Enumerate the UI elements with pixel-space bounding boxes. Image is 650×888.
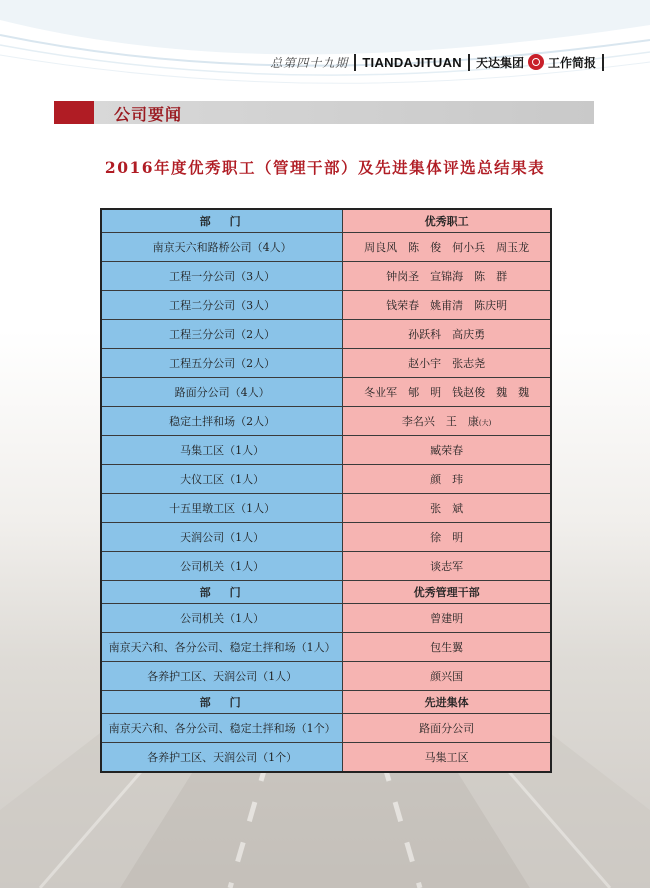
section-marker bbox=[54, 101, 94, 124]
names-text: 赵小宇 张志尧 bbox=[408, 357, 486, 370]
names-text: 臧荣春 bbox=[430, 444, 464, 457]
names-cell bbox=[343, 407, 551, 436]
department-cell: 稳定土拌和场（2人） bbox=[101, 407, 343, 436]
section-label: 公司要闻 bbox=[114, 105, 183, 124]
header-department: 部 门 bbox=[101, 209, 343, 233]
names-cell bbox=[343, 291, 551, 320]
names-text: 包生翼 bbox=[430, 641, 464, 654]
names-text: 马集工区 bbox=[424, 751, 469, 764]
table-row bbox=[101, 436, 551, 465]
department-cell: 公司机关（1人） bbox=[101, 604, 343, 633]
table-row bbox=[101, 633, 551, 662]
names-text: 孙跃科 高庆勇 bbox=[408, 328, 486, 341]
table-row bbox=[101, 378, 551, 407]
names-text: 颜 玮 bbox=[430, 473, 464, 486]
names-cell bbox=[343, 378, 551, 407]
names-cell bbox=[343, 320, 551, 349]
names-cell bbox=[343, 604, 551, 633]
table-row bbox=[101, 662, 551, 691]
names-cell bbox=[343, 262, 551, 291]
department-cell: 公司机关（1人） bbox=[101, 552, 343, 581]
names-cell bbox=[343, 465, 551, 494]
name-note: (大) bbox=[478, 419, 492, 427]
header-category: 优秀职工 bbox=[343, 209, 551, 233]
names-text: 钱荣春 姚甫清 陈庆明 bbox=[386, 299, 508, 312]
brand-english: TIANDAJITUAN bbox=[362, 54, 462, 70]
table-row bbox=[101, 714, 551, 743]
names-text: 周良风 陈 俊 何小兵 周玉龙 bbox=[364, 241, 530, 254]
department-cell: 天润公司（1人） bbox=[101, 523, 343, 552]
names-text: 钟岗圣 宣锦海 陈 群 bbox=[386, 270, 508, 283]
table-row bbox=[101, 349, 551, 378]
department-cell: 十五里墩工区（1人） bbox=[101, 494, 343, 523]
names-cell bbox=[343, 552, 551, 581]
header-category: 先进集体 bbox=[343, 691, 551, 714]
table-row bbox=[101, 262, 551, 291]
department-cell: 各养护工区、天润公司（1人） bbox=[101, 662, 343, 691]
table-row bbox=[101, 291, 551, 320]
issue-number: 总第四十九期 bbox=[270, 55, 349, 70]
names-text: 冬业军 郇 明 钱赵俊 魏 魏 bbox=[364, 386, 530, 399]
names-text: 颜兴国 bbox=[430, 670, 464, 683]
header-category: 优秀管理干部 bbox=[343, 581, 551, 604]
names-text: 谈志军 bbox=[430, 560, 464, 573]
names-text: 徐 明 bbox=[430, 531, 464, 544]
names-text: 路面分公司 bbox=[419, 722, 475, 735]
names-cell bbox=[343, 436, 551, 465]
newsletter-name: 工作简报 bbox=[547, 55, 596, 70]
names-text: 曾建明 bbox=[430, 612, 464, 625]
names-cell bbox=[343, 349, 551, 378]
table-row bbox=[101, 320, 551, 349]
department-cell: 南京天六和、各分公司、稳定土拌和场（1个） bbox=[101, 714, 343, 743]
names-cell bbox=[343, 662, 551, 691]
department-cell: 南京天六和路桥公司（4人） bbox=[101, 233, 343, 262]
table-row bbox=[101, 523, 551, 552]
names-cell bbox=[343, 494, 551, 523]
table-row bbox=[101, 552, 551, 581]
masthead-divider bbox=[354, 54, 356, 71]
table-section-header bbox=[101, 209, 551, 233]
header-department: 部 门 bbox=[101, 581, 343, 604]
department-cell: 工程一分公司（3人） bbox=[101, 262, 343, 291]
department-cell: 各养护工区、天润公司（1个） bbox=[101, 743, 343, 773]
section-header bbox=[54, 101, 594, 124]
header-department: 部 门 bbox=[101, 691, 343, 714]
department-cell: 马集工区（1人） bbox=[101, 436, 343, 465]
company-logo-icon bbox=[528, 54, 544, 70]
table-section-header bbox=[101, 691, 551, 714]
table-row bbox=[101, 465, 551, 494]
department-cell: 工程三分公司（2人） bbox=[101, 320, 343, 349]
names-cell bbox=[343, 714, 551, 743]
table-row bbox=[101, 494, 551, 523]
masthead-divider bbox=[468, 54, 470, 71]
masthead-divider bbox=[602, 54, 604, 71]
masthead bbox=[270, 52, 610, 72]
brand-chinese: 天达集团 bbox=[475, 55, 524, 70]
department-cell: 路面分公司（4人） bbox=[101, 378, 343, 407]
table-row bbox=[101, 407, 551, 436]
department-cell: 南京天六和、各分公司、稳定土拌和场（1人） bbox=[101, 633, 343, 662]
department-cell: 工程二分公司（3人） bbox=[101, 291, 343, 320]
results-table bbox=[100, 208, 552, 773]
names-cell bbox=[343, 523, 551, 552]
table-row bbox=[101, 604, 551, 633]
table-row bbox=[101, 233, 551, 262]
names-cell bbox=[343, 633, 551, 662]
names-text: 李名兴 王 康 bbox=[401, 415, 479, 428]
names-cell bbox=[343, 233, 551, 262]
table-section-header bbox=[101, 581, 551, 604]
page-title: 2016年度优秀职工（管理干部）及先进集体评选总结果表 bbox=[104, 158, 546, 177]
table-row bbox=[101, 743, 551, 773]
names-text: 张 斌 bbox=[430, 502, 464, 515]
names-cell bbox=[343, 743, 551, 773]
department-cell: 大仪工区（1人） bbox=[101, 465, 343, 494]
department-cell: 工程五分公司（2人） bbox=[101, 349, 343, 378]
